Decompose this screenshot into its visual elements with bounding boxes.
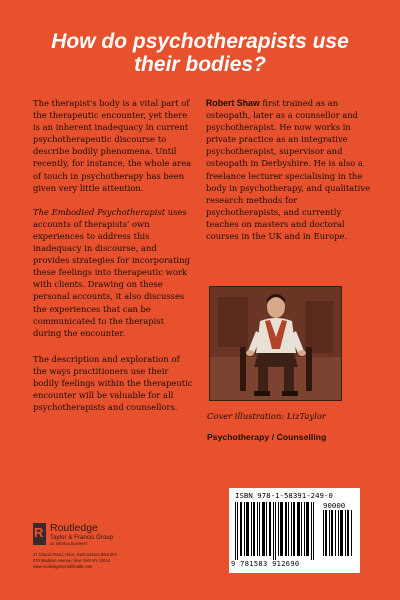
address-line-2: 270 Madison Avenue, New York NY 10016 — [33, 558, 111, 563]
cover-illustration — [209, 286, 342, 401]
blurb-paragraph-2-text: uses accounts of therapists' own experiences to address this inadequacy in discourse, and provides strategies for incorporating these feelings into therapeutic work with clients. Drawing on these personal accounts, it also discusses the experiences that can be communicated to the therapist during the encounter. — [33, 206, 190, 338]
blurb-paragraph-1: The therapist's body is a vital part of the therapeutic encounter, yet there is an inherent inadequacy in current psychotherapeutic discourse to describe bodily phenomena. Until recently, for instance, the whole area of touch in psychotherapy has been given very little attention. — [33, 98, 192, 193]
book-title: The Embodied Psychotherapist — [33, 206, 166, 217]
barcode-digits: 9 781583 912690 — [231, 560, 300, 568]
headline-line-2: their bodies? — [134, 53, 266, 76]
publisher-address — [33, 552, 203, 570]
seated-figure-illustration — [210, 287, 341, 400]
address-line-1: 27 Church Road, Hove, East Sussex BN3 2FA — [33, 552, 118, 557]
publisher-group: Taylor & Francis Group — [50, 534, 114, 541]
publisher-name: Routledge — [50, 522, 98, 534]
author-bio — [206, 97, 371, 242]
author-bio-column — [206, 97, 371, 242]
cover-credit: Cover illustration: LizTaylor — [207, 411, 326, 421]
isbn-number: ISBN 978-1-58391-249-0 — [235, 491, 333, 500]
isbn-barcode — [229, 488, 360, 573]
subject-category: Psychotherapy / Counselling — [207, 432, 327, 442]
author-bio-text: first trained as an osteopath, later as a counsellor and psychotherapist. He now works in private practice as an integrative psychotherapist, supervisor and osteopath in Derbyshire. He is also a freelance lecturer specialising in the body in psychotherapy, and qualitative research methods for psychotherapists, and currently teaches on masters and doctoral courses in the UK and in Europe. — [206, 98, 371, 242]
publisher-website: www.routledgementalhealth.com — [33, 564, 93, 569]
price-addon-bars — [323, 510, 355, 556]
back-cover-headline — [0, 30, 400, 76]
price-code: 90000 — [323, 501, 346, 510]
blurb-paragraph-2 — [33, 206, 193, 339]
headline-line-1: How do psychotherapists use — [51, 30, 349, 53]
blurb-column — [33, 97, 193, 425]
blurb-paragraph-3: The description and exploration of the ways practitioners use their bodily feelings within the therapeutic encounter will be valuable for all psychotherapists and counsellors. — [33, 353, 193, 413]
ean-barcode-bars — [235, 502, 317, 560]
publisher-tagline: an informa business — [50, 541, 88, 546]
author-name: Robert Shaw — [206, 98, 260, 108]
routledge-logo-icon: R — [33, 523, 46, 545]
